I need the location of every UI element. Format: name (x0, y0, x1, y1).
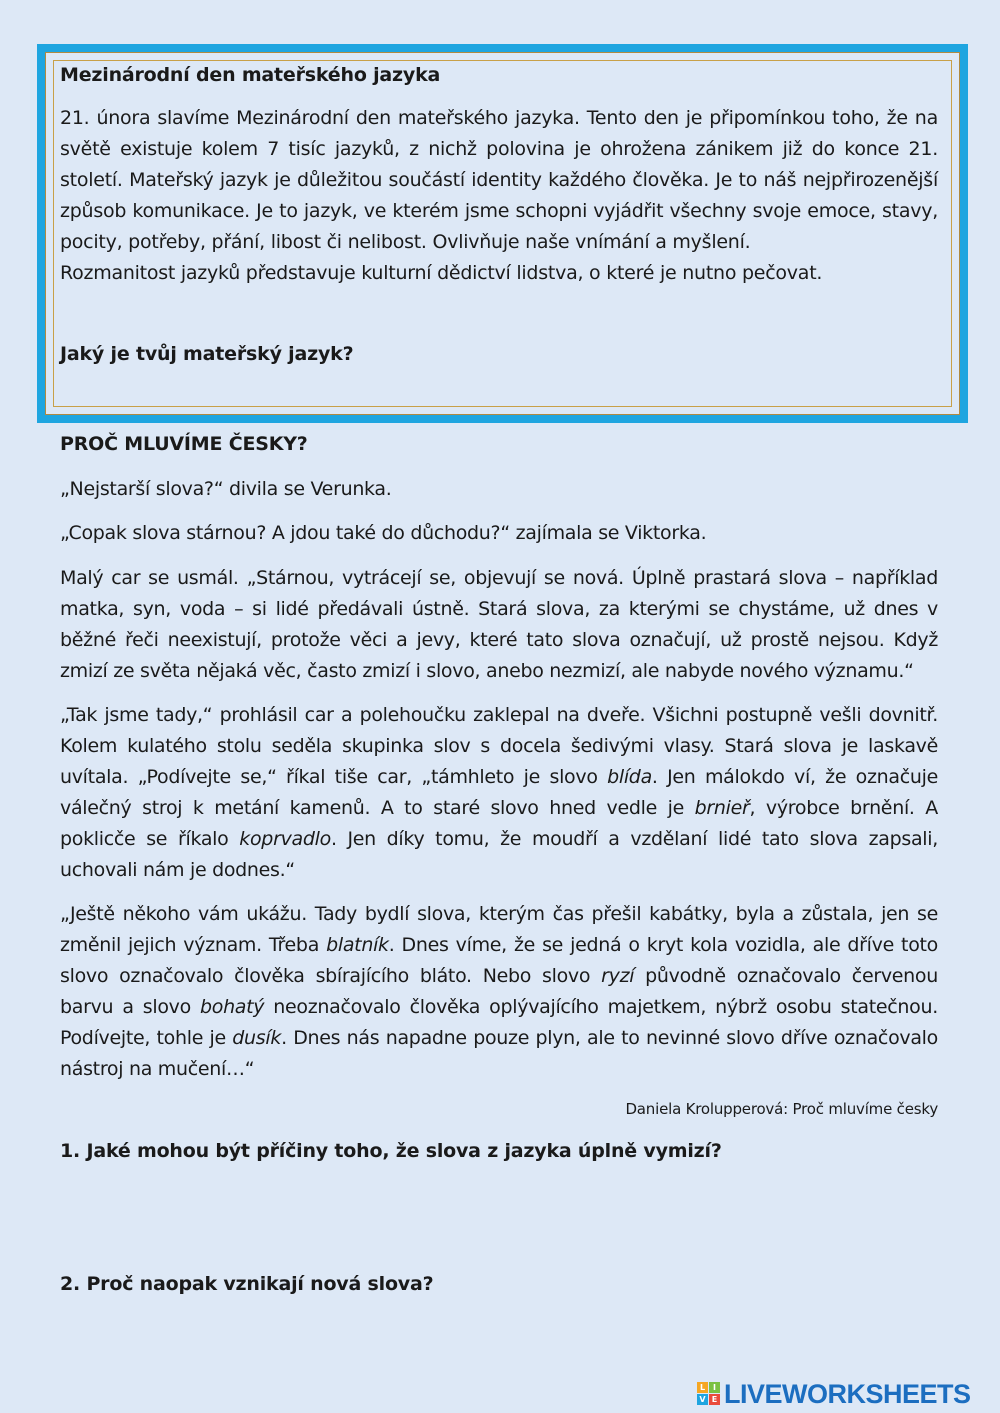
text-run: neoznačovalo člověka oplývajícího majetkem, nýbrž osobu statečnou. Podívejte, tohle je (60, 996, 938, 1049)
italic-word: ryzí (601, 965, 635, 987)
info-box-paragraph: Rozmanitost jazyků představuje kulturní dědictví lidstva, o které je nutno pečovat. (60, 262, 823, 284)
story-paragraph: „Copak slova stárnou? A jdou také do důchodu?“ zajímala se Viktorka. (60, 522, 707, 544)
italic-word: blatník (326, 934, 389, 956)
text-run: . Dnes víme, že se jedná o kryt kola vozidla, ale dříve toto slovo označovalo člověka sbírajícího bláto. Nebo slovo (60, 934, 938, 987)
info-box-title: Mezinárodní den mateřského jazyka (60, 64, 441, 86)
text-run: . Jen díky tomu, že moudří a vzdělaní lidé tato slova zapsali, uchovali nám je dodnes.“ (60, 828, 939, 881)
liveworksheets-logo (697, 1377, 971, 1411)
italic-word: dusík (232, 1027, 282, 1049)
logo-mark-letter: I (709, 1382, 720, 1393)
text-run: původně označovalo červenou barvu a slovo (60, 965, 938, 1018)
question-1: 1. Jaké mohou být příčiny toho, že slova z jazyka úplně vymizí? (60, 1140, 722, 1162)
story-paragraph (60, 700, 938, 886)
italic-word: bohatý (199, 996, 265, 1018)
text-run: „Ještě někoho vám ukážu. Tady bydlí slova, kterým čas přešil kabátky, byla a zůstala, jen se změnil jejich význam. Třeba (60, 903, 938, 956)
italic-word: blída (607, 766, 652, 788)
question-2: 2. Proč naopak vznikají nová slova? (60, 1273, 434, 1295)
italic-word: koprvadlo (239, 828, 331, 850)
italic-word: brnieř (694, 797, 750, 819)
info-box-question: Jaký je tvůj mateřský jazyk? (60, 343, 354, 365)
text-run: . Dnes nás napadne pouze plyn, ale to nevinné slovo dříve označovalo nástroj na mučení…“ (60, 1027, 938, 1080)
info-box-paragraph: 21. února slavíme Mezinárodní den mateřského jazyka. Tento den je připomínkou toho, že na světě existuje kolem 7 tisíc jazyků, z nichž polovina je ohrožena zánikem již do konce 21. století. Mateřský jazyk je důležitou součástí identity každého člověka. Je to náš nejpřirozenější způsob komunikace. Je to jazyk, ve kterém jsme schopni vyjádřit všechny svoje emoce, stavy, pocity, potřeby, přání, libost či nelibost. Ovlivňuje naše vnímání a myšlení. (60, 107, 938, 253)
source-citation: Daniela Krolupperová: Proč mluvíme česky (625, 1100, 938, 1118)
liveworksheets-logo-icon (697, 1382, 721, 1406)
text-run: „Tak jsme tady,“ prohlásil car a polehoučku zaklepal na dveře. Všichni postupně vešli dovnitř. Kolem kulatého stolu seděla skupinka slov s docela šedivými vlasy. Stará slova je laskavě uvítala. „Podívejte se,“ říkal tiše car, „támhleto je slovo (60, 704, 938, 788)
story-paragraph: „Nejstarší slova?“ divila se Verunka. (60, 478, 392, 500)
story-title: PROČ MLUVÍME ČESKY? (60, 433, 308, 455)
text-run: , výrobce brnění. A poklicče se říkalo (60, 797, 938, 850)
info-box-body (60, 103, 938, 289)
logo-mark-letter: E (709, 1394, 720, 1405)
story-paragraph: Malý car se usmál. „Stárnou, vytrácejí se, objevují se nová. Úplně prastará slova – například matka, syn, voda – si lidé předávali ústně. Stará slova, za kterými se chystáme, už dnes v běžné řeči neexistují, protože věci a jevy, které tato slova označují, už prostě nejsou. Když zmizí ze světa nějaká věc, často zmizí i slovo, anebo nezmizí, ale nabyde nového významu.“ (60, 567, 938, 682)
liveworksheets-logo-text: LIVEWORKSHEETS (724, 1378, 971, 1409)
logo-mark-letter: L (697, 1382, 708, 1393)
text-run: . Jen málokdo ví, že označuje válečný stroj k metání kamenů. A to staré slovo hned vedle je (60, 766, 938, 819)
logo-mark-letter: V (697, 1394, 708, 1405)
story-paragraph (60, 899, 938, 1085)
